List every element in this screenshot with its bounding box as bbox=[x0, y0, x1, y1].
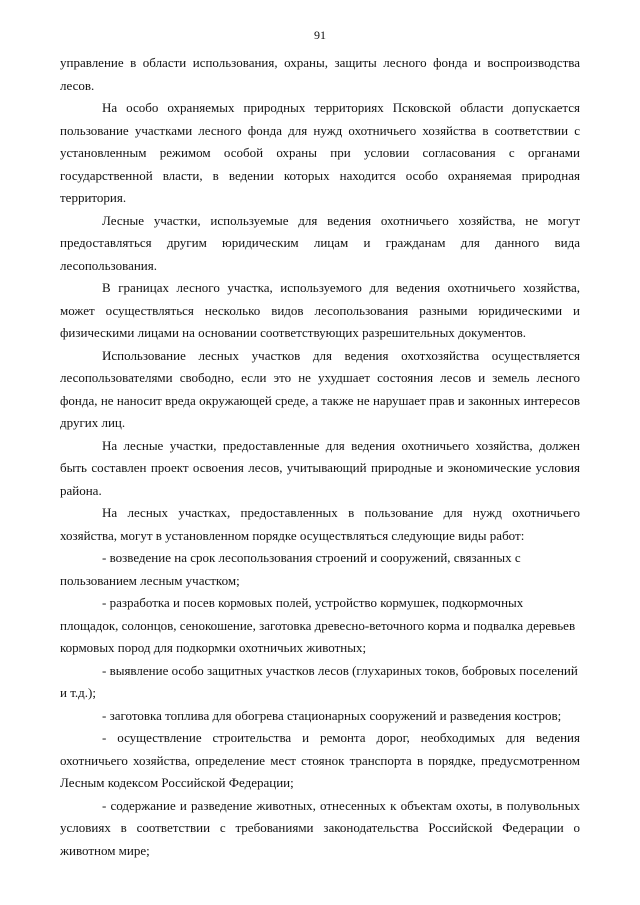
list-item-animal-breeding: - содержание и разведение животных, отнесенных к объектам охоты, в полувольных условиях в соответствии с требованиями законодательства Российской Федерации о животном мире; bbox=[60, 797, 580, 858]
list-item-feeding: - разработка и посев кормовых полей, устройство кормушек, подкормочных площадок, солонцов, сенокошение, заготовка древесно-веточного корма и подвалка деревьев кормовых пород для подкормки охотничьих животных; bbox=[60, 595, 576, 655]
paragraph-development-project: На лесные участки, предоставленные для ведения охотничьего хозяйства, должен быть составлен проект освоения лесов, учитывающий природные и экономические условия района. bbox=[60, 437, 580, 498]
list-item-protected-areas: - выявление особо защитных участков лесов (глухариных токов, бобровых поселений и т.д.); bbox=[60, 662, 578, 700]
paragraph-protected-territories: На особо охраняемых природных территориях Псковской области допускается пользование участками лесного фонда для нужд охотничьего хозяйства в соответствии с установленным режимом особой охраны при условии согласования с органами государственной власти, в ведении которых находится особо охраняемая природная территория. bbox=[60, 100, 580, 205]
paragraph-continuation: управление в области использования, охраны, защиты лесного фонда и воспроизводства лесов. bbox=[60, 55, 580, 93]
body-text bbox=[60, 52, 580, 862]
paragraph-no-transfer: Лесные участки, используемые для ведения охотничьего хозяйства, не могут предоставляться другим юридическим лицам и гражданам для данного вида лесопользования. bbox=[60, 212, 580, 273]
paragraph-multiple-uses: В границах лесного участка, используемого для ведения охотничьего хозяйства, может осуществляться несколько видов лесопользования разными юридическими и физическими лицами на основании соответствующих разрешительных документов. bbox=[60, 280, 580, 340]
paragraph-allowed-works-intro: На лесных участках, предоставленных в пользование для нужд охотничьего хозяйства, могут в установленном порядке осуществляться следующие виды работ: bbox=[60, 505, 580, 543]
list-item-fuel: - заготовка топлива для обогрева стационарных сооружений и разведения костров; bbox=[102, 707, 562, 723]
list-item-roads: - осуществление строительства и ремонта дорог, необходимых для ведения охотничьего хозяйства, определение мест стоянок транспорта в порядке, предусмотренном Лесным кодексом Российской Федерации; bbox=[60, 730, 580, 790]
paragraph-free-use: Использование лесных участков для ведения охотхозяйства осуществляется лесопользователями свободно, если это не ухудшает состояния лесов и земель лесного фонда, не наносит вреда окружающей среде, а также не нарушает прав и законных интересов других лиц. bbox=[60, 347, 580, 430]
page-number: 91 bbox=[314, 28, 326, 42]
list-item-buildings: - возведение на срок лесопользования строений и сооружений, связанных с пользованием лесным участком; bbox=[60, 550, 521, 588]
